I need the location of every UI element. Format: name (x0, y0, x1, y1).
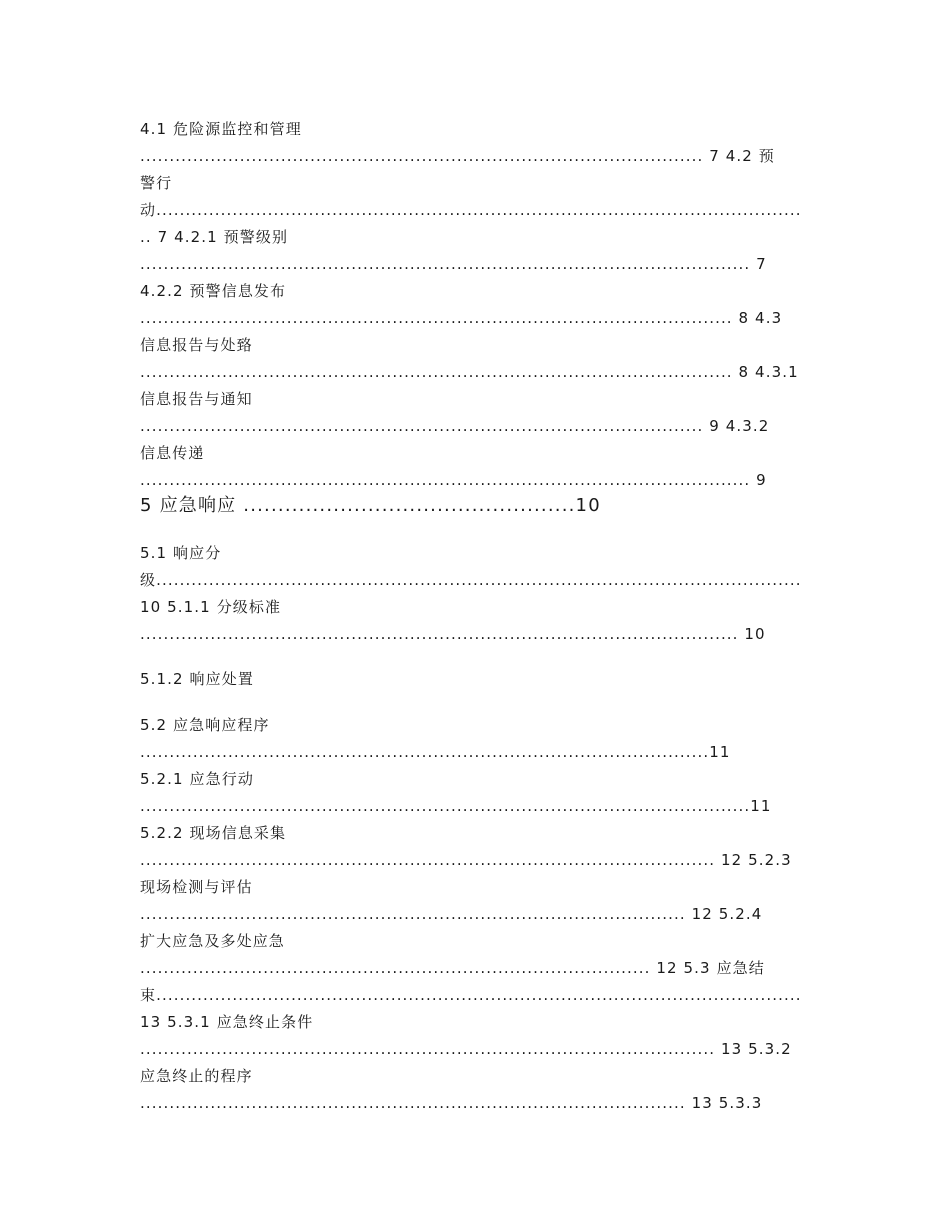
toc-line: ..................................................................................................... 8 4.3.1 (140, 363, 799, 381)
toc-line: 信息报告与处臵 (140, 336, 253, 354)
toc-line: 5.2.2 现场信息采集 (140, 824, 287, 842)
toc-line: 5.1 响应分 (140, 544, 222, 562)
toc-line: 信息报告与通知 (140, 390, 253, 408)
toc-line: ........................................................................................................11 (140, 797, 772, 815)
toc-line: ............................................................................................. 13 5.3.3 (140, 1094, 763, 1112)
toc-line: 束.............................................................................................................. (140, 986, 802, 1004)
toc-line: ............................................................................................. 12 5.2.4 (140, 905, 763, 923)
toc-line: ........................................................................................................ 7 (140, 255, 767, 273)
toc-line: .................................................................................................. 12 5.2.3 (140, 851, 792, 869)
toc-line: ................................................................................................ 7 4.2 预 (140, 147, 775, 165)
toc-line: ...................................................................................................... 10 (140, 625, 766, 643)
toc-line: 4.1 危险源监控和管理 (140, 120, 302, 138)
toc-line: ....................................................................................... 12 5.3 应急结 (140, 959, 765, 977)
toc-line: 扩大应急及多处应急 (140, 932, 285, 950)
toc-line: 现场检测与评估 (140, 878, 253, 896)
toc-line: 5.1.2 响应处置 (140, 670, 254, 688)
toc-line: .................................................................................................11 (140, 743, 731, 761)
toc-line: 级.............................................................................................................. (140, 571, 802, 589)
toc-line: ........................................................................................................ 9 (140, 471, 767, 489)
toc-line: 10 5.1.1 分级标准 (140, 598, 282, 616)
toc-chapter-heading: 5 应急响应 ................................................10 (140, 495, 601, 516)
toc-line: 动.............................................................................................................. (140, 201, 802, 219)
toc-line: .. 7 4.2.1 预警级别 (140, 228, 289, 246)
toc-line: 5.2.1 应急行动 (140, 770, 254, 788)
toc-line: ..................................................................................................... 8 4.3 (140, 309, 783, 327)
toc-line: 5.2 应急响应程序 (140, 716, 270, 734)
toc-line: 13 5.3.1 应急终止条件 (140, 1013, 314, 1031)
toc-line: 信息传递 (140, 444, 205, 462)
toc-line: 警行 (140, 174, 173, 192)
toc-line: .................................................................................................. 13 5.3.2 (140, 1040, 792, 1058)
toc-line: 4.2.2 预警信息发布 (140, 282, 287, 300)
toc-line: 应急终止的程序 (140, 1067, 253, 1085)
toc-line: ................................................................................................ 9 4.3.2 (140, 417, 770, 435)
